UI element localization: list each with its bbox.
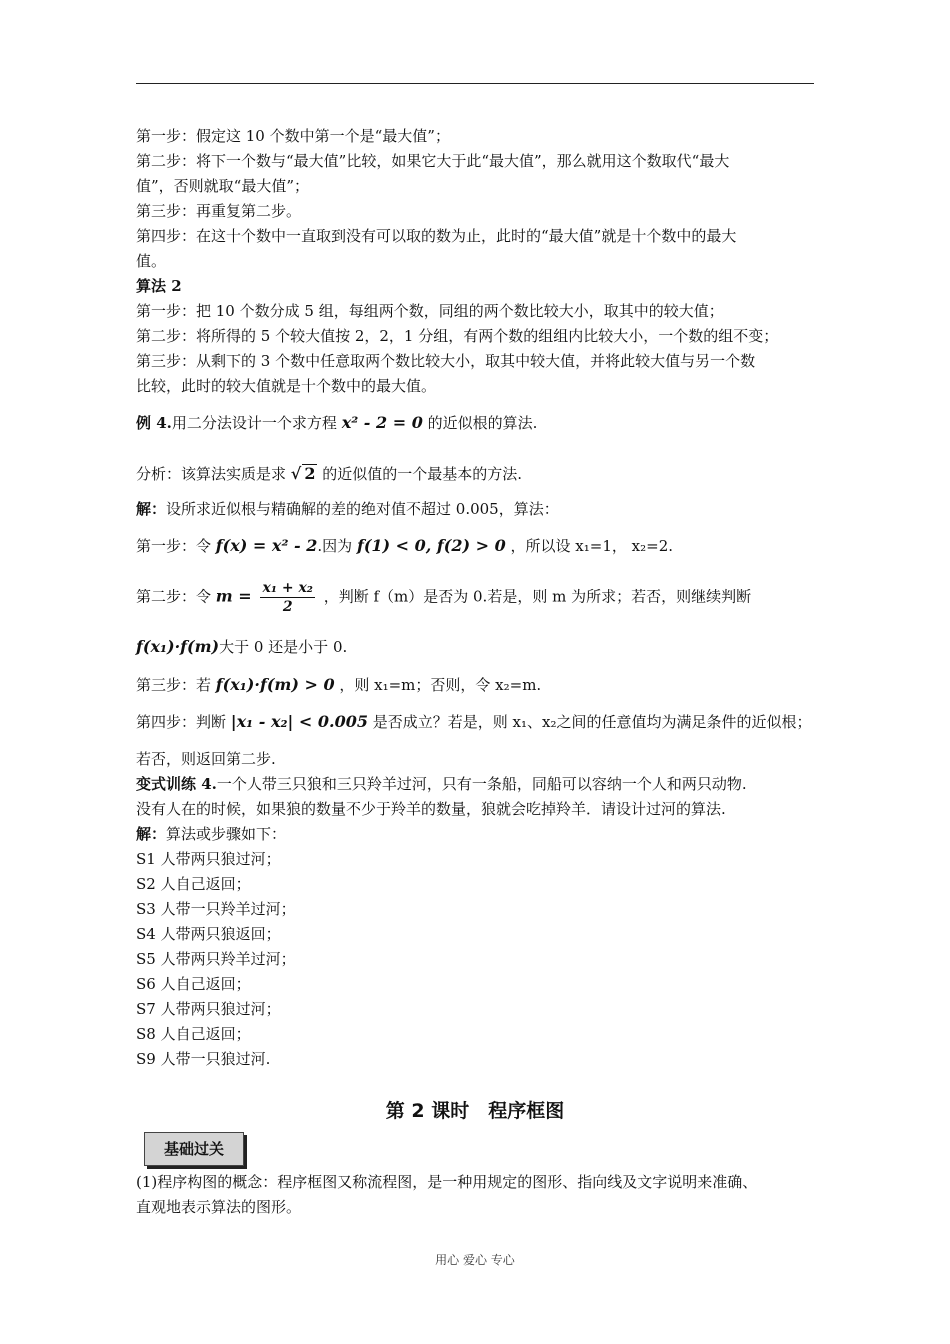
concept-line: (1)程序构图的概念：程序框图又称流程图，是一种用规定的图形、指向线及文字说明来准确、 bbox=[136, 1173, 758, 1191]
step4-text: 第四步：判断 bbox=[136, 713, 227, 731]
step1-condition: f(1) < 0, f(2) > 0 bbox=[356, 536, 506, 555]
alg2-step-line: 比较，此时的较大值就是十个数中的最大值。 bbox=[136, 377, 437, 395]
alg1-step-line: 第二步：将下一个数与“最大值”比较，如果它大于此“最大值”，那么就用这个数取代“最大 bbox=[136, 152, 730, 170]
sqrt-value: 2 bbox=[304, 464, 316, 483]
step2b-line bbox=[136, 638, 347, 656]
solution-label: 解： bbox=[136, 500, 167, 518]
analysis-text: 分析：该算法实质是求 bbox=[136, 465, 287, 483]
header-rule bbox=[136, 83, 814, 84]
alg2-step-line: 第二步：将所得的 5 个较大值按 2，2，1 分组，有两个数的组组内比较大小，一个数的组不变； bbox=[136, 327, 779, 345]
step1-formula: f(x) = x² - 2 bbox=[215, 536, 318, 555]
variant-label: 变式训练 4. bbox=[136, 775, 217, 793]
alg1-step-line: 值。 bbox=[136, 252, 167, 270]
step4-formula: |x₁ - x₂| < 0.005 bbox=[230, 712, 368, 731]
step2b-text: 大于 0 还是小于 0. bbox=[219, 638, 348, 656]
example4-text: 用二分法设计一个求方程 bbox=[171, 414, 337, 432]
example4-line bbox=[136, 414, 537, 432]
river-step: S7 人带两只狼过河； bbox=[136, 1000, 281, 1018]
river-step: S4 人带两只狼返回； bbox=[136, 925, 281, 943]
step1-text: 第一步：令 bbox=[136, 537, 212, 555]
step4-line bbox=[136, 713, 811, 731]
step2-lhs: m = bbox=[215, 586, 252, 606]
step1-text-after: ，所以设 x₁=1， x₂=2. bbox=[510, 537, 674, 555]
step3-text: 第三步：若 bbox=[136, 676, 212, 694]
example4-equation: x² - 2 = 0 bbox=[341, 413, 423, 432]
step3-formula: f(x₁)·f(m) > 0 bbox=[215, 675, 335, 694]
alg1-step-line: 第四步：在这十个数中一直取到没有可以取的数为止，此时的“最大值”就是十个数中的最大 bbox=[136, 227, 737, 245]
analysis-text-after: 的近似值的一个最基本的方法. bbox=[322, 465, 523, 483]
alg1-step-line: 第一步：假定这 10 个数中第一个是“最大值”； bbox=[136, 127, 450, 145]
basics-badge: 基础过关 bbox=[144, 1132, 244, 1166]
alg2-step-line: 第三步：从剩下的 3 个数中任意取两个数比较大小，取其中较大值，并将此较大值与另一个数 bbox=[136, 352, 756, 370]
river-step: S1 人带两只狼过河； bbox=[136, 850, 281, 868]
step2-text-after: ，判断 f（m）是否为 0.若是，则 m 为所求；若否，则继续判断 bbox=[323, 587, 752, 606]
step3-line bbox=[136, 676, 541, 694]
step1-mid: .因为 bbox=[317, 537, 353, 555]
example4-text-after: 的近似根的算法. bbox=[427, 414, 538, 432]
step1-line bbox=[136, 537, 673, 555]
river-step: S3 人带一只羚羊过河； bbox=[136, 900, 296, 918]
page-footer: 用心 爱心 专心 bbox=[435, 1253, 515, 1267]
river-step: S5 人带两只羚羊过河； bbox=[136, 950, 296, 968]
variant-text: 一个人带三只狼和三只羚羊过河，只有一条船，同船可以容纳一个人和两只动物. bbox=[216, 775, 747, 793]
alg2-title: 算法 2 bbox=[136, 277, 182, 295]
variant-line2: 没有人在的时候，如果狼的数量不少于羚羊的数量，狼就会吃掉羚羊．请设计过河的算法. bbox=[136, 800, 726, 818]
fraction-denominator: 2 bbox=[282, 599, 293, 615]
river-step: S2 人自己返回； bbox=[136, 875, 251, 893]
alg1-step-line: 值”，否则就取“最大值”； bbox=[136, 177, 310, 195]
step2-text: 第二步：令 bbox=[136, 587, 212, 606]
solution-line bbox=[136, 500, 559, 518]
alg1-step-line: 第三步：再重复第二步。 bbox=[136, 202, 302, 220]
variant-solution-label: 解： bbox=[136, 825, 167, 843]
step2-fraction bbox=[260, 579, 314, 616]
variant-line1 bbox=[136, 775, 747, 793]
section-heading: 第 2 课时 程序框图 bbox=[385, 1100, 565, 1122]
step2-line bbox=[136, 579, 751, 616]
analysis-line: 分析：该算法实质是求 √ 2 的近似值的一个最基本的方法. bbox=[136, 464, 523, 483]
variant-solution-text: 算法或步骤如下： bbox=[166, 825, 287, 843]
step2b-formula: f(x₁)·f(m) bbox=[136, 637, 220, 656]
step4b-line: 若否，则返回第二步. bbox=[136, 750, 276, 768]
step3-text-after: ，则 x₁=m；否则，令 x₂=m. bbox=[339, 676, 542, 694]
alg2-step-line: 第一步：把 10 个数分成 5 组，每组两个数，同组的两个数比较大小，取其中的较大值； bbox=[136, 302, 724, 320]
fraction-numerator: x₁ + x₂ bbox=[262, 580, 313, 596]
step4-text-after: 是否成立？若是，则 x₁、x₂之间的任意值均为满足条件的近似根； bbox=[372, 713, 812, 731]
solution-text: 设所求近似根与精确解的差的绝对值不超过 0.005，算法： bbox=[166, 500, 559, 518]
river-step: S9 人带一只狼过河. bbox=[136, 1050, 271, 1068]
river-step: S8 人自己返回； bbox=[136, 1025, 251, 1043]
example4-label: 例 4. bbox=[136, 414, 172, 432]
concept-line: 直观地表示算法的图形。 bbox=[136, 1198, 302, 1216]
river-step: S6 人自己返回； bbox=[136, 975, 251, 993]
variant-solution-line bbox=[136, 825, 286, 843]
